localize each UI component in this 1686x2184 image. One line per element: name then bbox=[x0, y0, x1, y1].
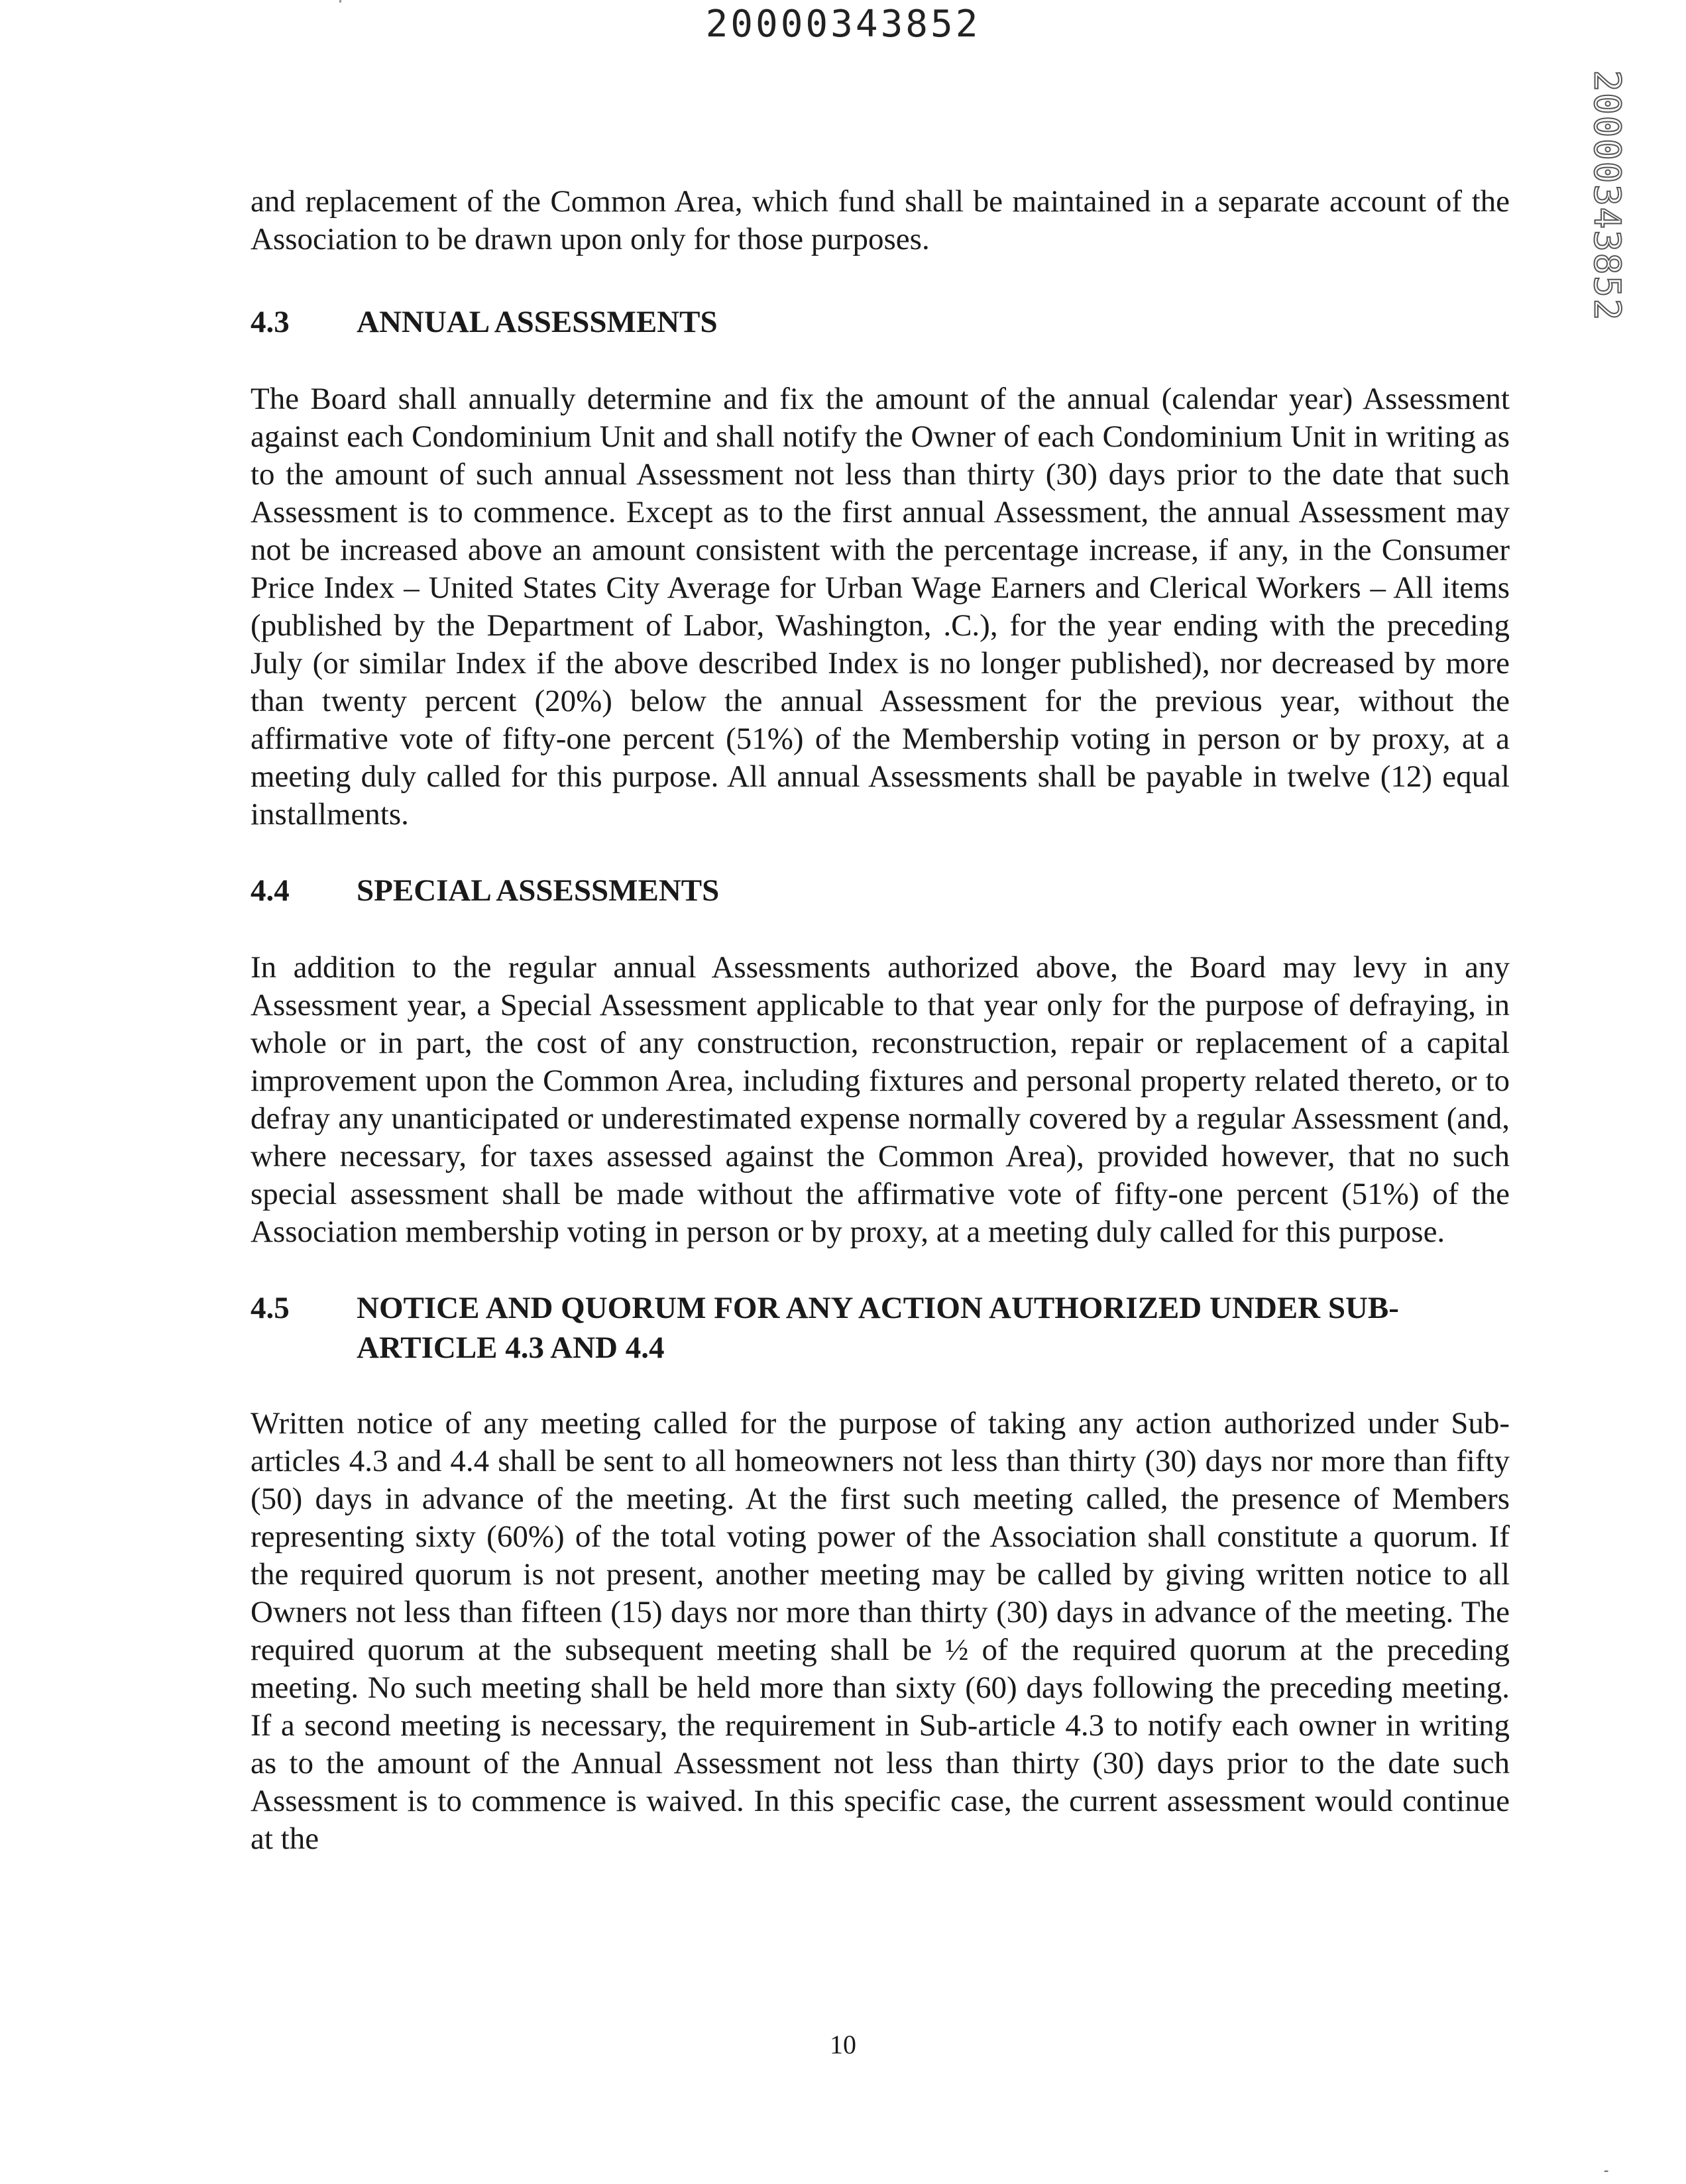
document-number: 20000343852 bbox=[705, 3, 981, 46]
section-paragraph-4-5: Written notice of any meeting called for the purpose of taking any action authorized under Sub-articles 4.3 and 4.4 shall be sent to all homeowners not less than thirty (30) days nor more than fifty (50) days in advance of the meeting. At the first such meeting called, the presence of Members representing sixty (60%) of the total voting power of the Association shall constitute a quorum. If the required quorum is not present, another meeting may be called by giving written notice to all Owners not less than fifteen (15) days nor more than thirty (30) days in advance of the meeting. The required quorum at the subsequent meeting shall be ½ of the required quorum at the preceding meeting. No such meeting shall be held more than sixty (60) days following the preceding meeting. If a second meeting is necessary, the requirement in Sub-article 4.3 to notify each owner in writing as to the amount of the Annual Assessment not less than thirty (30) days prior to the date such Assessment is to commence is waived. In this specific case, the current assessment would continue at the bbox=[251, 1406, 1510, 1856]
side-stamp-text: 20000343852 bbox=[1586, 70, 1628, 321]
page-number: 10 bbox=[830, 2030, 856, 2059]
section-title: ANNUAL ASSESSMENTS bbox=[357, 305, 718, 339]
section-heading-4-5 bbox=[251, 1288, 1510, 1368]
section-heading-4-4 bbox=[251, 871, 1510, 910]
corner-mark: - bbox=[1604, 2161, 1609, 2178]
section-title: NOTICE AND QUORUM FOR ANY ACTION AUTHORIZED UNDER SUB-ARTICLE 4.3 AND 4.4 bbox=[357, 1291, 1399, 1365]
section-title: SPECIAL ASSESSMENTS bbox=[357, 873, 720, 908]
section-paragraph-4-4: In addition to the regular annual Assessments authorized above, the Board may levy in any Assessment year, a Special Assessment applicable to that year only for the purpose of defraying, in whole or in part, the cost of any construction, reconstruction, repair or replacement of a capital improvement upon the Common Area, including fixtures and personal property related thereto, or to defray any unanticipated or underestimated expense normally covered by a regular Assessment (and, where necessary, for taxes assessed against the Common Area), provided however, that no such special assessment shall be made without the affirmative vote of fifty-one percent (51%) of the Association membership voting in person or by proxy, at a meeting duly called for this purpose. bbox=[251, 950, 1510, 1249]
section-number: 4.3 bbox=[251, 305, 290, 339]
side-stamp bbox=[1577, 70, 1637, 321]
section-heading-4-3 bbox=[251, 302, 1510, 342]
continuation-paragraph: and replacement of the Common Area, which fund shall be maintained in a separate account of the Association to be drawn upon only for those purposes. bbox=[251, 184, 1510, 256]
section-number: 4.5 bbox=[251, 1291, 290, 1325]
section-paragraph-4-3: The Board shall annually determine and fix the amount of the annual (calendar year) Assessment against each Condominium Unit and shall notify the Owner of each Condominium Unit in writing as to the amount of such annual Assessment not less than thirty (30) days prior to the date that such Assessment is to commence. Except as to the first annual Assessment, the annual Assessment may not be increased above an amount consistent with the percentage increase, if any, in the Consumer Price Index – United States City Average for Urban Wage Earners and Clerical Workers – All items (published by the Department of Labor, Washington, .C.), for the year ending with the preceding July (or similar Index if the above described Index is no longer published), nor decreased by more than twenty percent (20%) below the annual Assessment for the previous year, without the affirmative vote of fifty-one percent (51%) of the Membership voting in person or by proxy, at a meeting duly called for this purpose. All annual Assessments shall be payable in twelve (12) equal installments. bbox=[251, 382, 1510, 832]
section-number: 4.4 bbox=[251, 873, 290, 908]
document-body bbox=[251, 183, 1510, 1858]
